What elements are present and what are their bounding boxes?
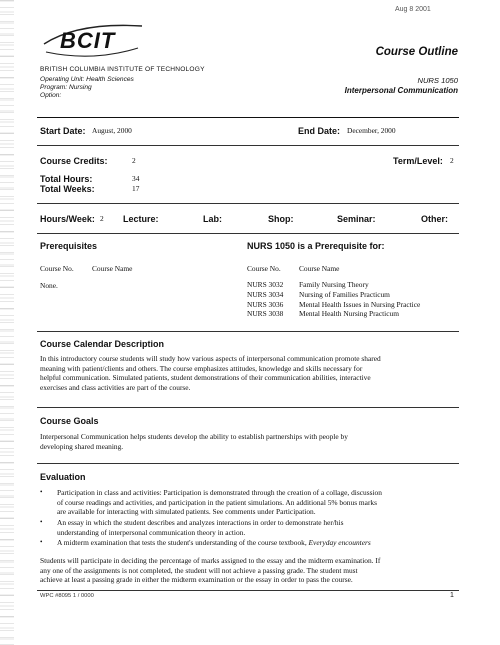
institute-name: BRITISH COLUMBIA INSTITUTE OF TECHNOLOGY xyxy=(40,66,205,73)
course-goals-text: Interpersonal Communication helps students develop the ability to establish partnerships with people by developing shared meaning. xyxy=(40,432,348,451)
course-credits-label: Course Credits: xyxy=(40,156,108,166)
table-row: NURS 3036 Mental Health Issues in Nursing Practice xyxy=(247,299,421,309)
calendar-description-title: Course Calendar Description xyxy=(40,339,165,349)
shop-label: Shop: xyxy=(268,214,294,224)
divider xyxy=(37,407,459,408)
prereq-value: None. xyxy=(40,281,58,290)
start-date-value: August, 2000 xyxy=(92,126,132,135)
lecture-label: Lecture: xyxy=(123,214,159,224)
end-date-label: End Date: xyxy=(298,126,341,136)
divider xyxy=(37,233,459,234)
divider xyxy=(37,331,459,332)
term-level-value: 2 xyxy=(450,156,454,165)
total-hours-value: 34 xyxy=(132,174,140,183)
table-row: NURS 3034 Nursing of Families Practicum xyxy=(247,289,390,299)
logo-text: BCIT xyxy=(60,28,116,53)
end-date-value: December, 2000 xyxy=(347,126,396,135)
bullet-icon: • xyxy=(40,488,43,496)
evaluation-closing-text: Students will participate in deciding the percentage of marks assigned to the essay and the midterm examination. If any one of the assignments is not completed, the student will not achieve a passing grade. The student must achieve at least a passing grade in either the midterm examination or the essay in order to pass the course. xyxy=(40,556,381,585)
hours-week-label: Hours/Week: xyxy=(40,214,95,224)
hours-week-value: 2 xyxy=(100,214,104,223)
prereq-col-course-name: Course Name xyxy=(92,264,133,273)
option: Option: xyxy=(40,92,62,99)
doc-type-title: Course Outline xyxy=(375,46,458,58)
total-hours-label: Total Hours: xyxy=(40,174,93,184)
operating-unit: Operating Unit: Health Sciences xyxy=(40,76,134,83)
course-code: NURS 1050 xyxy=(417,76,458,85)
evaluation-item: A midterm examination that tests the student's understanding of the course textbook, Everyday encounters xyxy=(57,538,371,547)
prereq-for-col-course-name: Course Name xyxy=(299,264,340,273)
divider xyxy=(37,463,459,464)
term-level-label: Term/Level: xyxy=(393,156,443,166)
date-stamp: Aug 8 2001 xyxy=(395,6,431,13)
lab-label: Lab: xyxy=(203,214,222,224)
seminar-label: Seminar: xyxy=(337,214,376,224)
prereq-for-table xyxy=(247,280,420,319)
program: Program: Nursing xyxy=(40,84,92,91)
bullet-icon: • xyxy=(40,538,43,546)
table-row: NURS 3032 Family Nursing Theory xyxy=(247,280,369,289)
evaluation-title: Evaluation xyxy=(40,472,86,482)
scan-edge-noise xyxy=(0,0,14,645)
divider xyxy=(37,590,459,591)
start-date-label: Start Date: xyxy=(40,126,86,136)
divider xyxy=(37,117,459,118)
prerequisites-title: Prerequisites xyxy=(40,241,98,251)
table-row: NURS 3038 Mental Health Nursing Practicum xyxy=(247,309,399,319)
footer-doc-id: WPC #8095 1 / 0000 xyxy=(40,593,94,599)
prereq-col-course-no: Course No. xyxy=(40,264,74,273)
prerequisite-for-title: NURS 1050 is a Prerequisite for: xyxy=(247,241,385,251)
calendar-description-text: In this introductory course students will study how various aspects of interpersonal communication promote shared meaning with patient/clients and others. The course emphasizes attitudes, knowledge and skills necessary for helpful communication. Simulated patients, student demonstrations of their communication abilities, interactive exercises and class activities are part of the course. xyxy=(40,354,381,392)
bullet-icon: • xyxy=(40,518,43,526)
course-title: Interpersonal Communication xyxy=(344,86,458,95)
page-number: 1 xyxy=(450,592,454,599)
total-weeks-label: Total Weeks: xyxy=(40,184,95,194)
other-label: Other: xyxy=(421,214,448,224)
divider xyxy=(37,203,459,204)
prereq-for-col-course-no: Course No. xyxy=(247,264,281,273)
bcit-logo xyxy=(38,18,148,64)
evaluation-item: Participation in class and activities: Participation is demonstrated through the creation of a collage, discussion of course readings and activities, and participation in the patient simulations. An additional 5% bonus marks are available for interacting with simulated patients. See comments under Participation. xyxy=(57,488,382,517)
divider xyxy=(37,145,459,146)
evaluation-item: An essay in which the student describes and analyzes interactions in order to demonstrate her/his understanding of interpersonal communication theory in action. xyxy=(57,518,344,537)
course-credits-value: 2 xyxy=(132,156,136,165)
total-weeks-value: 17 xyxy=(132,184,140,193)
course-goals-title: Course Goals xyxy=(40,416,99,426)
